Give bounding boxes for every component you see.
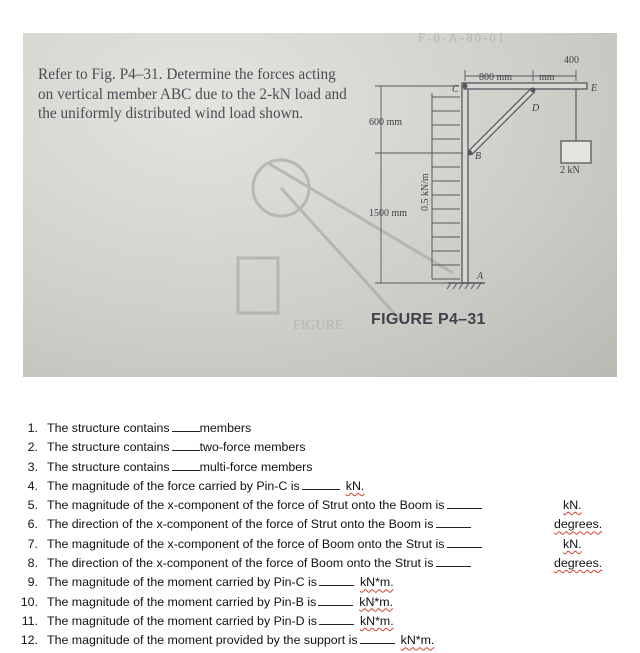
question-item	[12, 535, 632, 554]
question-text: The magnitude of the moment carried by Pin-D is	[47, 613, 317, 628]
answer-blank[interactable]	[172, 439, 200, 451]
label-b: B	[475, 151, 482, 162]
question-text: The magnitude of the moment carried by Pin-C is	[47, 575, 317, 590]
figure-caption: FIGURE P4–31	[371, 311, 486, 328]
question-item	[12, 496, 632, 515]
question-number: 3.	[27, 459, 38, 474]
dim-1500: 1500 mm	[369, 208, 408, 219]
question-number: 10.	[20, 594, 38, 609]
question-unit: degrees.	[554, 517, 603, 532]
question-text: The magnitude of the moment provided by the support is	[47, 633, 358, 648]
question-number: 7.	[27, 536, 38, 551]
question-item	[12, 458, 632, 477]
label-a: A	[477, 271, 484, 282]
answer-blank[interactable]	[302, 478, 340, 490]
answer-blank[interactable]	[447, 536, 482, 548]
question-number: 9.	[27, 575, 38, 590]
question-unit: kN*m.	[359, 613, 394, 628]
question-suffix: members	[199, 421, 252, 435]
weight-box	[561, 141, 591, 163]
question-unit: kN.	[563, 536, 582, 551]
question-item	[12, 612, 632, 631]
load-label: 0.5 kN/m	[420, 173, 431, 211]
question-unit: kN*m.	[359, 575, 394, 590]
question-number: 8.	[27, 556, 38, 571]
label-e: E	[591, 83, 598, 94]
question-unit: kN.	[563, 498, 582, 513]
answer-blank[interactable]	[447, 497, 482, 509]
question-text: The structure contains	[47, 421, 170, 435]
question-number: 5.	[27, 498, 38, 513]
problem-statement: Refer to Fig. P4–31. Determine the forces acting on vertical member ABC due to the 2-kN load and the uniformly distributed wind load shown.	[38, 66, 347, 122]
question-unit: kN*m.	[359, 594, 394, 609]
label-c: C	[452, 84, 459, 95]
answer-blank[interactable]	[436, 555, 471, 567]
frame-figure	[23, 33, 617, 377]
answer-blank[interactable]	[360, 632, 395, 644]
question-text: The magnitude of the force carried by Pin-C is	[47, 478, 300, 493]
answer-blank[interactable]	[172, 420, 200, 432]
dim-400-value: 400	[564, 55, 579, 66]
wind-load-arrows	[432, 93, 460, 279]
question-text: The magnitude of the x-component of the force of Strut onto the Boom is	[47, 498, 445, 513]
question-text: The direction of the x-component of the force of Boom onto the Strut is	[47, 556, 434, 571]
question-item	[12, 419, 632, 438]
question-item	[12, 573, 632, 592]
ghost-figure-text: FIGURE	[293, 318, 344, 333]
member-abc	[462, 83, 468, 283]
question-text: The magnitude of the moment carried by Pin-B is	[47, 594, 317, 609]
answer-blank[interactable]	[172, 459, 200, 471]
textbook-photo	[23, 33, 617, 377]
question-item	[12, 554, 632, 573]
answer-blank[interactable]	[318, 594, 353, 606]
answer-blank[interactable]	[319, 613, 354, 625]
force-2kn: 2 kN	[560, 165, 580, 176]
question-number: 6.	[27, 517, 38, 532]
question-text: The structure contains	[47, 459, 170, 474]
question-unit: degrees.	[554, 556, 603, 571]
dim-400-unit: mm	[539, 72, 555, 83]
dim-600: 600 mm	[369, 117, 403, 128]
question-text: The magnitude of the x-component of the force of Boom onto the Strut is	[47, 536, 445, 551]
question-number: 4.	[27, 478, 38, 493]
question-text: The structure contains	[47, 440, 170, 455]
pin-c	[463, 84, 468, 89]
question-item	[12, 631, 632, 650]
dimension-lines	[375, 70, 576, 283]
question-number: 12.	[20, 633, 38, 648]
boom-ce	[464, 83, 587, 89]
question-item	[12, 438, 632, 457]
question-item	[12, 477, 632, 496]
question-number: 11.	[21, 613, 38, 628]
pin-b	[468, 151, 473, 156]
question-number: 1.	[27, 421, 38, 435]
ground-hatch	[447, 283, 481, 289]
answer-blank[interactable]	[319, 574, 354, 586]
question-list	[12, 419, 632, 651]
answer-blank[interactable]	[436, 516, 471, 528]
pin-d	[531, 88, 536, 93]
question-suffix: multi-force members	[199, 459, 313, 474]
label-d: D	[532, 103, 540, 114]
question-unit: kN*m.	[400, 633, 435, 648]
question-text: The direction of the x-component of the force of Strut onto the Boom is	[47, 517, 434, 532]
strut-bd-inner	[470, 90, 533, 153]
question-unit: kN.	[345, 478, 365, 493]
question-suffix: two-force members	[199, 440, 306, 455]
question-item	[12, 515, 632, 534]
question-item	[12, 593, 632, 612]
dim-800: 800 mm	[479, 72, 513, 83]
question-number: 2.	[27, 440, 38, 455]
ghost-header-text: F-0-A-80-01	[418, 33, 507, 45]
